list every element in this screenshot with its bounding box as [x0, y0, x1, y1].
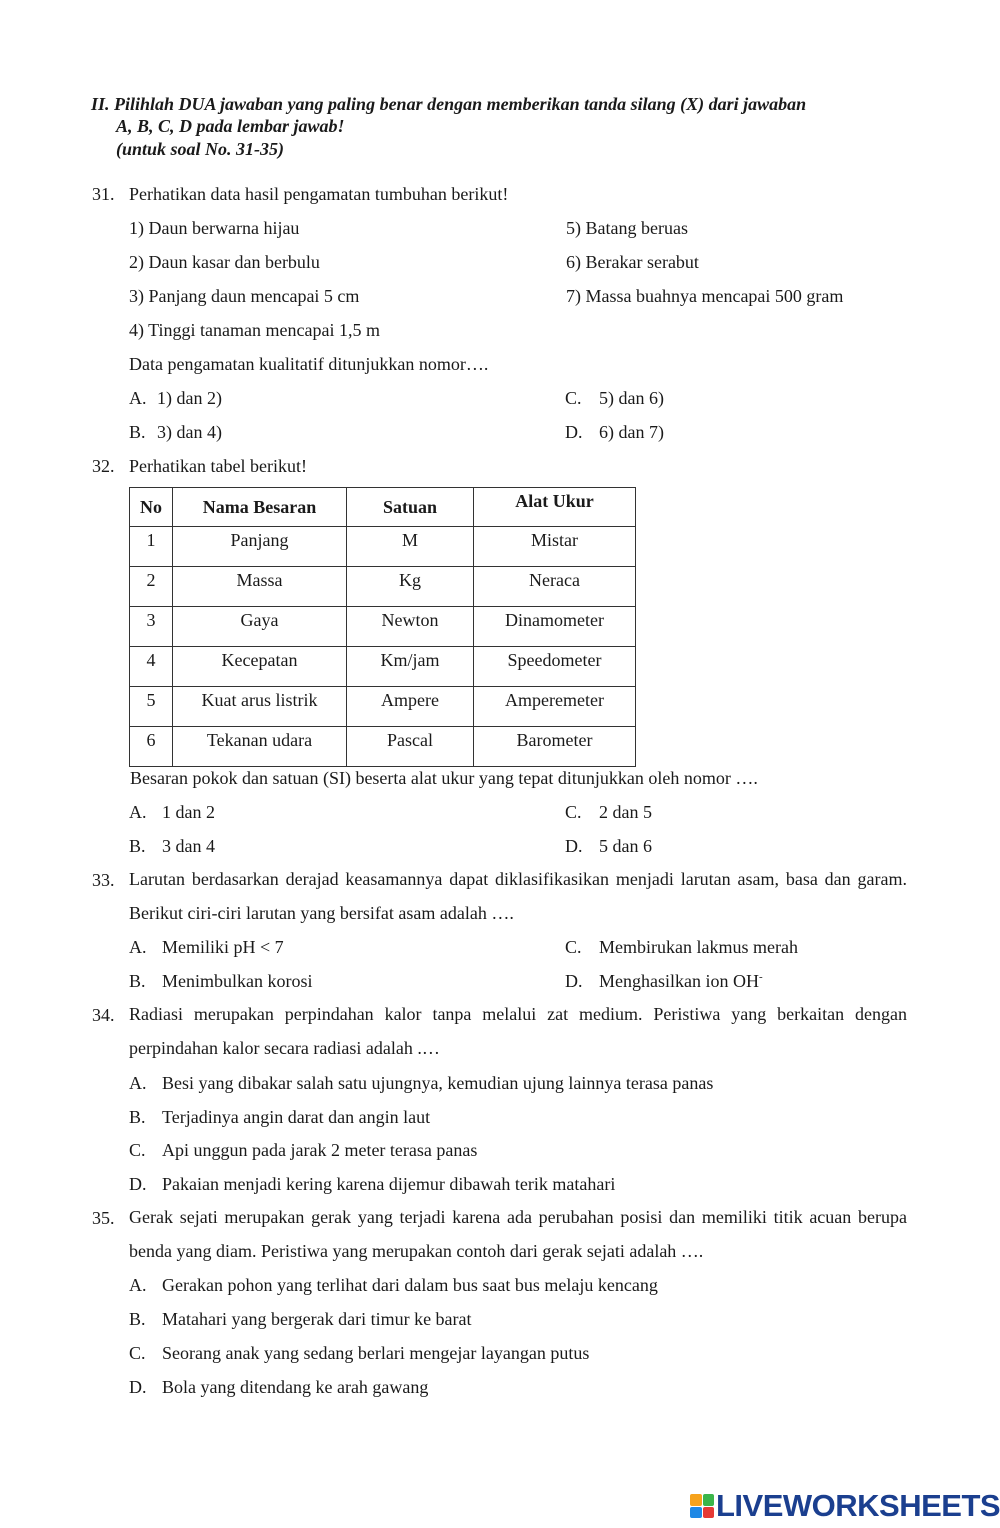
table-cell: Massa — [173, 567, 347, 607]
table-cell: Newton — [347, 607, 474, 647]
table-cell: Neraca — [474, 567, 636, 607]
q33-option-c[interactable] — [565, 937, 798, 958]
question-text-35: Gerak sejati merupakan gerak yang terjadi karena ada perubahan posisi dan memiliki titik acuan berupa benda yang diam. Peristiwa yang merupakan contoh dari gerak sejati adalah …. — [129, 1207, 907, 1261]
superscript-minus: - — [758, 971, 763, 983]
table-cell: Mistar — [474, 527, 636, 567]
question-number-32: 32. — [92, 456, 115, 476]
q35-option-b[interactable] — [129, 1309, 472, 1330]
q35-option-d[interactable] — [129, 1377, 428, 1398]
table-cell: Tekanan udara — [173, 727, 347, 767]
table-cell: Ampere — [347, 687, 474, 727]
col-header-alat-ukur: Alat Ukur — [474, 488, 636, 527]
liveworksheets-logo-icon — [690, 1494, 714, 1518]
q32-option-a[interactable] — [129, 802, 215, 823]
option-label: D. — [129, 1174, 147, 1194]
q35-option-a[interactable] — [129, 1275, 658, 1296]
option-text: Gerakan pohon yang terlihat dari dalam bus saat bus melaju kencang — [162, 1275, 658, 1295]
question-number-31: 31. — [92, 184, 115, 204]
table-cell: Dinamometer — [474, 607, 636, 647]
table-row — [130, 687, 636, 727]
option-text: Menimbulkan korosi — [162, 971, 313, 991]
option-text: Terjadinya angin darat dan angin laut — [162, 1107, 431, 1127]
option-text: 1 dan 2 — [162, 802, 215, 822]
option-text: 6) dan 7) — [599, 422, 664, 442]
col-header-satuan: Satuan — [347, 488, 474, 527]
q32-option-b[interactable] — [129, 836, 215, 857]
option-text: Memiliki pH < 7 — [162, 937, 284, 957]
question-text-32: Perhatikan tabel berikut! — [129, 456, 307, 476]
option-label: C. — [129, 1343, 146, 1363]
q34-option-c[interactable] — [129, 1140, 477, 1161]
table-cell: Kuat arus listrik — [173, 687, 347, 727]
q31-item-6: 6) Berakar serabut — [566, 252, 699, 272]
option-label: B. — [129, 1107, 146, 1127]
logo-text: LIVEWORKSHEETS — [716, 1488, 1000, 1523]
option-text: 3) dan 4) — [157, 422, 222, 442]
table-cell: Pascal — [347, 727, 474, 767]
section-header-line3: (untuk soal No. 31-35) — [116, 139, 285, 159]
option-label: D. — [129, 1377, 147, 1397]
q32-prompt: Besaran pokok dan satuan (SI) beserta alat ukur yang tepat ditunjukkan oleh nomor …. — [130, 768, 758, 788]
q33-option-a[interactable] — [129, 937, 284, 958]
option-label: C. — [565, 388, 582, 408]
table-cell: 6 — [130, 727, 173, 767]
table-cell: Speedometer — [474, 647, 636, 687]
option-text: 1) dan 2) — [157, 388, 222, 408]
option-label: B. — [129, 836, 146, 856]
question-number-33: 33. — [92, 870, 115, 890]
table-cell: Gaya — [173, 607, 347, 647]
section-header-line1: II. Pilihlah DUA jawaban yang paling benar dengan memberikan tanda silang (X) dari jawaban — [91, 94, 807, 114]
option-text: Matahari yang bergerak dari timur ke barat — [162, 1309, 472, 1329]
option-label: A. — [129, 937, 147, 957]
option-text: Menghasilkan ion OH — [599, 971, 759, 991]
table-cell: Panjang — [173, 527, 347, 567]
q34-option-a[interactable] — [129, 1073, 713, 1094]
option-text: 5) dan 6) — [599, 388, 664, 408]
table-row — [130, 527, 636, 567]
option-label: C. — [565, 802, 582, 822]
table-cell: Barometer — [474, 727, 636, 767]
table-cell: 5 — [130, 687, 173, 727]
q31-item-1: 1) Daun berwarna hijau — [129, 218, 300, 238]
measurement-table — [129, 487, 636, 767]
table-header-row — [130, 488, 636, 527]
option-label: B. — [129, 422, 146, 442]
table-row — [130, 567, 636, 607]
col-header-no: No — [130, 488, 173, 527]
question-number-34: 34. — [92, 1005, 115, 1025]
q34-option-b[interactable] — [129, 1107, 430, 1128]
option-text: 2 dan 5 — [599, 802, 652, 822]
col-header-nama-besaran: Nama Besaran — [173, 488, 347, 527]
option-label: A. — [129, 1073, 147, 1093]
table-cell: Km/jam — [347, 647, 474, 687]
question-text-33: Larutan berdasarkan derajad keasamannya dapat diklasifikasikan menjadi larutan asam, basa dan garam. Berikut ciri-ciri larutan yang bersifat asam adalah …. — [129, 869, 907, 923]
table-cell: Amperemeter — [474, 687, 636, 727]
option-label: D. — [565, 971, 583, 991]
option-text: Bola yang ditendang ke arah gawang — [162, 1377, 429, 1397]
option-label: D. — [565, 836, 583, 856]
q32-option-c[interactable] — [565, 802, 652, 823]
option-text: Pakaian menjadi kering karena dijemur dibawah terik matahari — [162, 1174, 616, 1194]
table-row — [130, 727, 636, 767]
option-label: A. — [129, 1275, 147, 1295]
table-cell: Kecepatan — [173, 647, 347, 687]
question-text-34: Radiasi merupakan perpindahan kalor tanpa melalui zat medium. Peristiwa yang berkaitan dengan perpindahan kalor secara radiasi adalah .… — [129, 1004, 907, 1058]
table-cell: Kg — [347, 567, 474, 607]
q31-item-4: 4) Tinggi tanaman mencapai 1,5 m — [129, 320, 380, 340]
q31-item-2: 2) Daun kasar dan berbulu — [129, 252, 320, 272]
table-cell: 2 — [130, 567, 173, 607]
q31-item-5: 5) Batang beruas — [566, 218, 688, 238]
q31-item-7: 7) Massa buahnya mencapai 500 gram — [566, 286, 844, 306]
option-text: Seorang anak yang sedang berlari mengejar layangan putus — [162, 1343, 590, 1363]
option-text: Membirukan lakmus merah — [599, 937, 798, 957]
q33-option-d[interactable] — [565, 971, 763, 992]
q32-option-d[interactable] — [565, 836, 652, 857]
option-text: Besi yang dibakar salah satu ujungnya, kemudian ujung lainnya terasa panas — [162, 1073, 714, 1093]
q34-option-d[interactable] — [129, 1174, 615, 1195]
q31-option-b[interactable] — [129, 422, 222, 443]
option-text: 5 dan 6 — [599, 836, 652, 856]
liveworksheets-logo — [690, 1490, 1000, 1522]
question-number-35: 35. — [92, 1208, 115, 1228]
table-row — [130, 607, 636, 647]
option-text: Api unggun pada jarak 2 meter terasa panas — [162, 1140, 478, 1160]
q35-option-c[interactable] — [129, 1343, 589, 1364]
option-label: A. — [129, 388, 147, 408]
question-text-31: Perhatikan data hasil pengamatan tumbuhan berikut! — [129, 184, 509, 204]
q31-item-3: 3) Panjang daun mencapai 5 cm — [129, 286, 360, 306]
table-cell: 4 — [130, 647, 173, 687]
q31-option-c[interactable] — [565, 388, 664, 409]
option-text: 3 dan 4 — [162, 836, 215, 856]
table-cell: 3 — [130, 607, 173, 647]
section-header-line2: A, B, C, D pada lembar jawab! — [116, 116, 345, 136]
q31-prompt: Data pengamatan kualitatif ditunjukkan nomor…. — [129, 354, 489, 374]
option-label: B. — [129, 1309, 146, 1329]
table-cell: M — [347, 527, 474, 567]
option-label: C. — [129, 1140, 146, 1160]
q33-option-b[interactable] — [129, 971, 313, 992]
option-label: A. — [129, 802, 147, 822]
option-label: B. — [129, 971, 146, 991]
table-row — [130, 647, 636, 687]
table-cell: 1 — [130, 527, 173, 567]
q31-option-a[interactable] — [129, 388, 222, 409]
option-label: C. — [565, 937, 582, 957]
q31-option-d[interactable] — [565, 422, 664, 443]
option-label: D. — [565, 422, 583, 442]
